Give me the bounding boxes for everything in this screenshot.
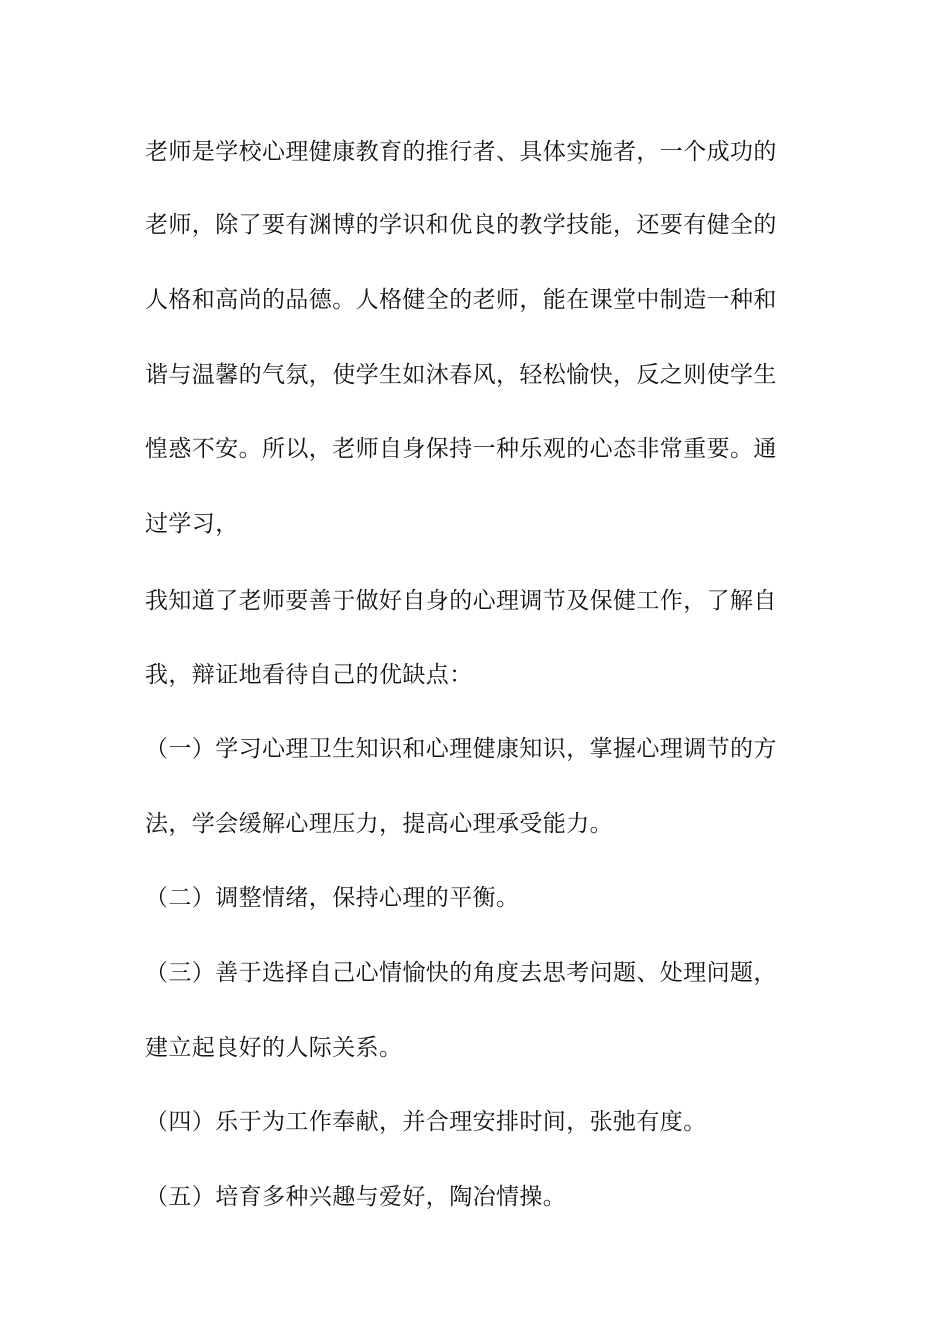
text-line: 过学习， bbox=[145, 511, 239, 537]
list-item: （二）调整情绪，保持心理的平衡。 bbox=[145, 885, 520, 911]
text-line: 人格和高尚的品德。人格健全的老师，能在课堂中制造一种和 bbox=[145, 287, 777, 313]
text-line: 我知道了老师要善于做好自身的心理调节及保健工作，了解自 bbox=[145, 588, 777, 614]
text-line: 我，辩证地看待自己的优缺点： bbox=[145, 662, 473, 688]
text-line: 老师，除了要有渊博的学识和优良的教学技能，还要有健全的 bbox=[145, 212, 777, 238]
list-item: （四）乐于为工作奉献，并合理安排时间，张弛有度。 bbox=[145, 1109, 707, 1135]
text-line: 老师是学校心理健康教育的推行者、具体实施者，一个成功的 bbox=[145, 139, 777, 165]
text-line: 建立起良好的人际关系。 bbox=[145, 1035, 403, 1061]
text-line: 法，学会缓解心理压力，提高心理承受能力。 bbox=[145, 811, 613, 837]
text-line: 谐与温馨的气氛，使学生如沐春风，轻松愉快，反之则使学生 bbox=[145, 362, 777, 388]
list-item: （一）学习心理卫生知识和心理健康知识，掌握心理调节的方 bbox=[145, 736, 777, 762]
list-item: （三）善于选择自己心情愉快的角度去思考问题、处理问题， bbox=[145, 960, 777, 986]
list-item: （五）培育多种兴趣与爱好，陶冶情操。 bbox=[145, 1184, 567, 1210]
text-line: 惶惑不安。所以，老师自身保持一种乐观的心态非常重要。通 bbox=[145, 436, 777, 462]
